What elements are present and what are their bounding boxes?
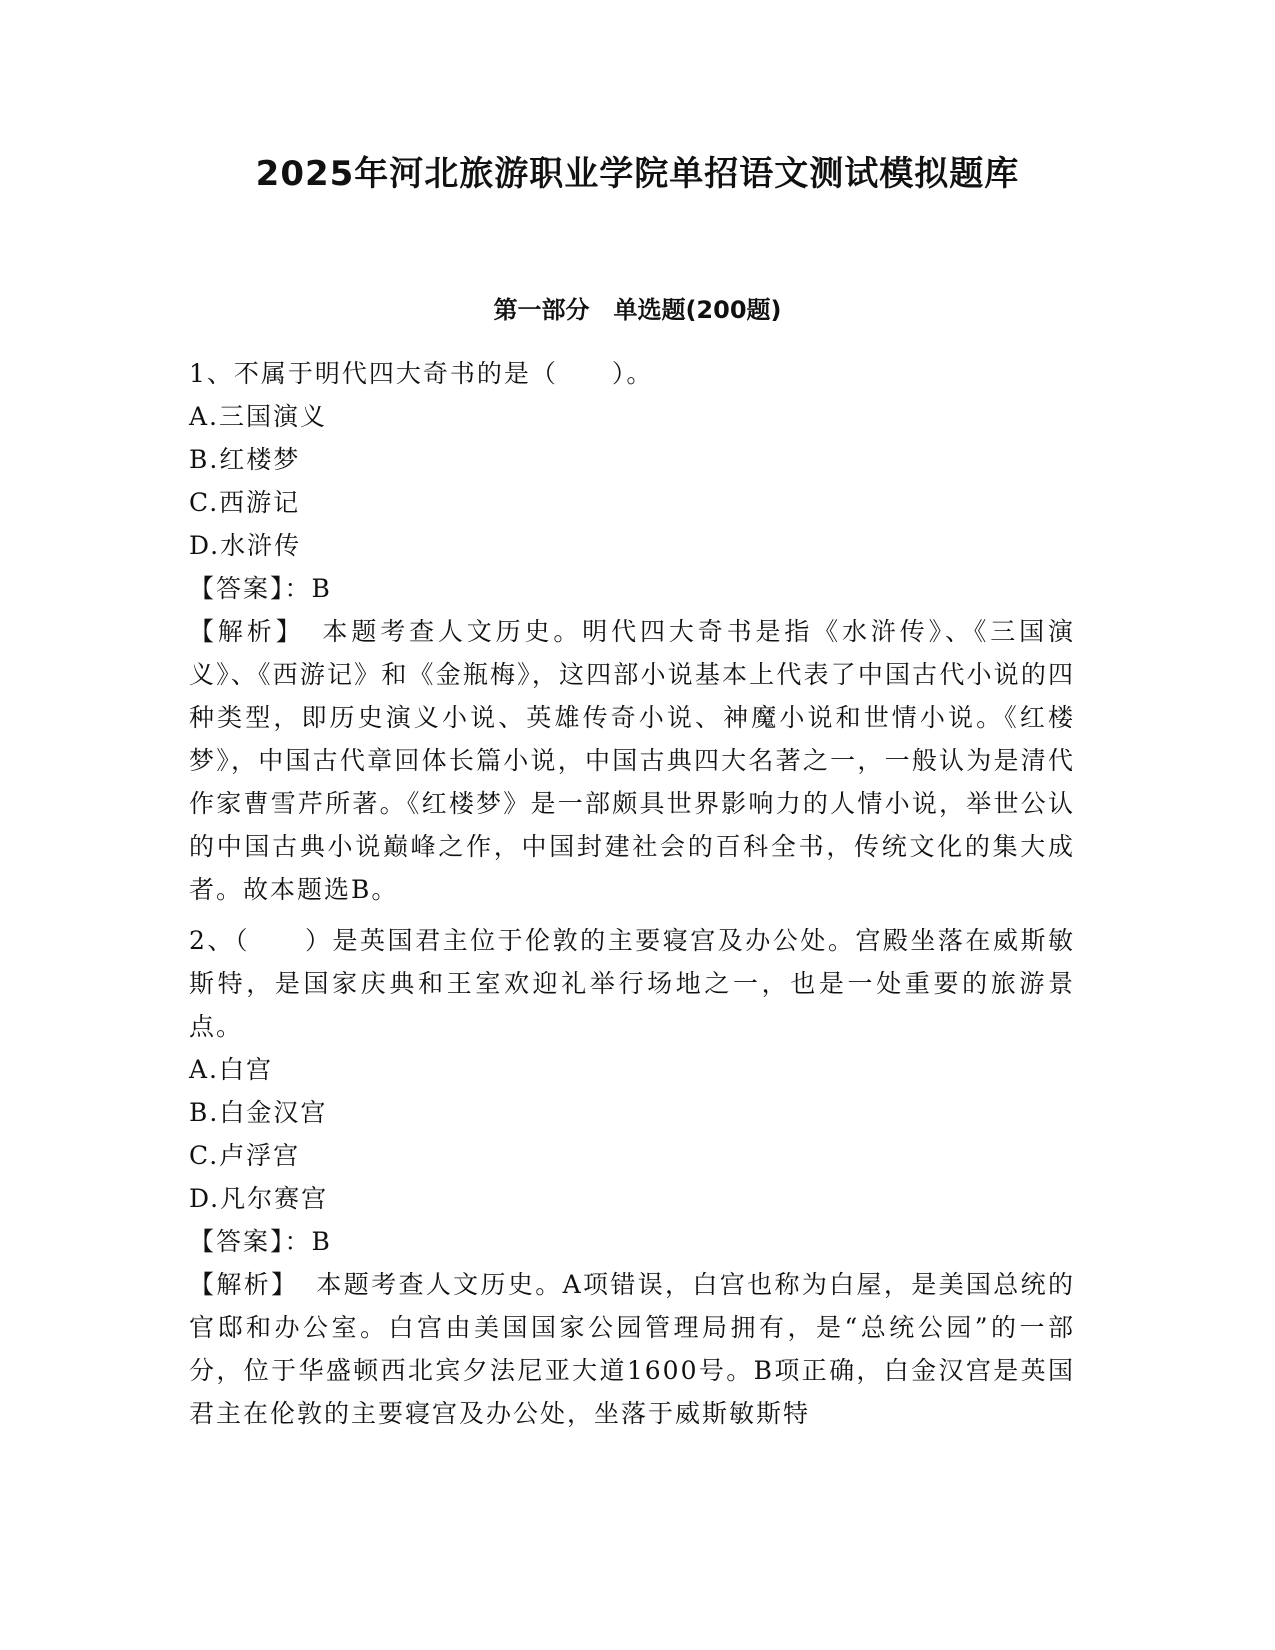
question-stem: 1、不属于明代四大奇书的是（ ）。: [189, 359, 654, 388]
answer-value: B: [311, 574, 332, 603]
option-d: D.水浒传: [189, 531, 302, 560]
option-c: C.西游记: [189, 488, 301, 517]
option-a: A.白宫: [189, 1055, 274, 1084]
answer-line: [189, 1220, 1075, 1263]
option-b: B.红楼梦: [189, 445, 301, 474]
answer-line: [189, 567, 1075, 610]
explanation: [189, 1263, 1075, 1435]
question-item: [189, 919, 1075, 1435]
section-heading: 第一部分 单选题(200题): [493, 296, 782, 324]
answer-label: 【答案】：: [189, 574, 312, 603]
option-a: A.三国演义: [189, 402, 328, 431]
question-stem: 2、（ ）是英国君主位于伦敦的主要寝宫及办公处。宫殿坐落在威斯敏斯特，是国家庆典和王室欢迎礼举行场地之一，也是一处重要的旅游景点。: [189, 926, 1075, 1041]
question-item: [189, 352, 1075, 911]
explanation-text: 本题考查人文历史。明代四大奇书是指《水浒传》、《三国演义》、《西游记》和《金瓶梅》，这四部小说基本上代表了中国古代小说的四种类型，即历史演义小说、英雄传奇小说、神魔小说和世情小说。《红楼梦》，中国古代章回体长篇小说，中国古典四大名著之一，一般认为是清代作家曹雪芹所著。《红楼梦》是一部颇具世界影响力的人情小说，举世公认的中国古典小说巅峰之作，中国封建社会的百科全书，传统文化的集大成者。故本题选B。: [189, 617, 1075, 904]
explanation-label: 【解析】: [189, 617, 305, 646]
option-b: B.白金汉宫: [189, 1098, 328, 1127]
option-c: C.卢浮宫: [189, 1141, 301, 1170]
document-title: 2025年河北旅游职业学院单招语文测试模拟题库: [255, 154, 1020, 194]
explanation-label: 【解析】: [189, 1270, 299, 1299]
answer-label: 【答案】：: [189, 1227, 312, 1256]
explanation-text: 本题考查人文历史。A项错误，白宫也称为白屋，是美国总统的官邸和办公室。白宫由美国国家公园管理局拥有，是“总统公园”的一部分，位于华盛顿西北宾夕法尼亚大道1600号。B项正确，白金汉宫是英国君主在伦敦的主要寝宫及办公处，坐落于威斯敏斯特: [189, 1270, 1075, 1428]
answer-value: B: [311, 1227, 332, 1256]
option-d: D.凡尔赛宫: [189, 1184, 329, 1213]
explanation: [189, 610, 1075, 911]
document-body: [189, 352, 1075, 1435]
